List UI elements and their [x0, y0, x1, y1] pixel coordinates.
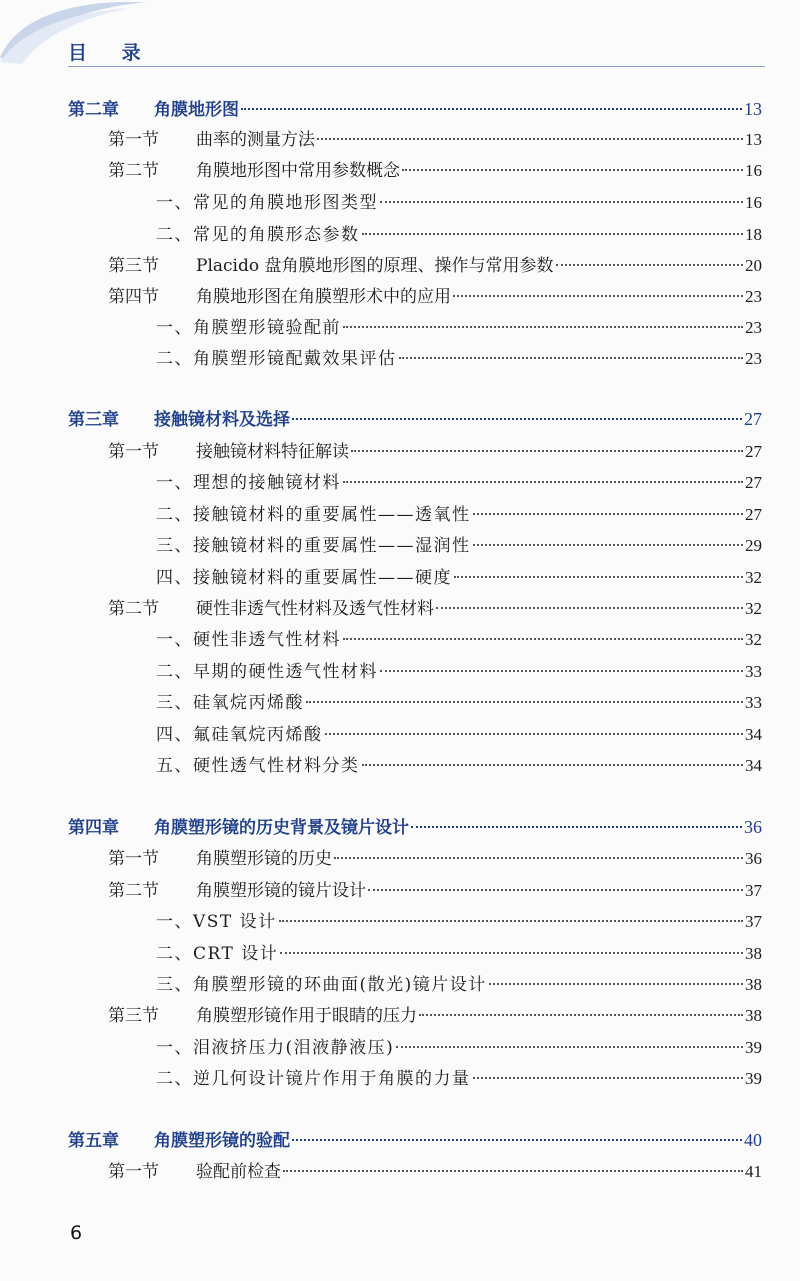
toc-entry-page: 23 — [745, 349, 762, 368]
toc-entry-title: 角膜地形图在角膜塑形术中的应用 — [196, 287, 451, 307]
toc-entry-page: 27 — [745, 505, 762, 524]
toc-entry-page: 13 — [745, 130, 762, 149]
toc-dot-leader — [343, 638, 743, 640]
toc-dot-leader — [343, 481, 743, 483]
toc-entry-page: 39 — [745, 1069, 762, 1088]
toc-entry-title: 角膜塑形镜的镜片设计 — [196, 881, 366, 901]
toc-entry-page: 34 — [745, 756, 762, 775]
toc-entry-title: 五、硬性透气性材料分类 — [156, 756, 360, 776]
toc-entry-title: 二、角膜塑形镜配戴效果评估 — [156, 349, 397, 369]
toc-entry-title: 二、CRT 设计 — [156, 944, 279, 964]
toc-item-row — [68, 468, 762, 496]
toc-entry-number: 第二节 — [108, 161, 159, 181]
toc-entry-number: 第一节 — [108, 442, 159, 462]
toc-section-row — [68, 1157, 762, 1185]
toc-entry-title: 三、硅氧烷丙烯酸 — [156, 693, 304, 713]
toc-dot-leader — [399, 357, 744, 359]
toc-entry-title: 二、逆几何设计镜片作用于角膜的力量 — [156, 1069, 471, 1089]
toc-entry-number: 第二节 — [108, 881, 159, 901]
toc-entry-number: 第五章 — [68, 1131, 119, 1151]
toc-entry-page: 27 — [745, 473, 762, 492]
toc-dot-leader — [436, 607, 743, 609]
toc-dot-leader — [292, 418, 742, 420]
toc-entry-title: 一、VST 设计 — [156, 912, 277, 932]
toc-item-row — [68, 1033, 762, 1061]
toc-entry-page: 39 — [745, 1038, 762, 1057]
toc-entry-page: 18 — [745, 225, 762, 244]
toc-entry-title: Placido 盘角膜地形图的原理、操作与常用参数 — [196, 256, 554, 276]
toc-entry-number: 第二节 — [108, 599, 159, 619]
toc-dot-leader — [473, 513, 744, 515]
toc-dot-leader — [325, 733, 744, 735]
toc-dot-leader — [292, 1139, 742, 1141]
toc-entry-title: 角膜塑形镜的验配 — [154, 1131, 290, 1151]
toc-entry-page: 40 — [744, 1130, 762, 1150]
toc-entry-title: 三、接触镜材料的重要属性——湿润性 — [156, 536, 471, 556]
toc-chapter-row — [68, 405, 762, 433]
toc-entry-page: 38 — [745, 1006, 762, 1025]
toc-section-row — [68, 876, 762, 904]
toc-entry-title: 一、泪液挤压力(泪液静液压) — [156, 1038, 395, 1058]
toc-dot-leader — [279, 920, 743, 922]
toc-entry-page: 37 — [745, 881, 762, 900]
toc-item-row — [68, 970, 762, 998]
toc-item-row — [68, 657, 762, 685]
toc-item-row — [68, 220, 762, 248]
toc-header-title: 目 录 — [68, 42, 155, 64]
toc-item-row — [68, 531, 762, 559]
toc-dot-leader — [317, 138, 743, 140]
toc-dot-leader — [556, 264, 744, 266]
toc-entry-title: 二、常见的角膜形态参数 — [156, 225, 360, 245]
toc-chapter-row — [68, 813, 762, 841]
toc-dot-leader — [362, 764, 744, 766]
toc-dot-leader — [402, 169, 743, 171]
toc-dot-leader — [368, 889, 743, 891]
toc-entry-page: 36 — [744, 817, 762, 837]
toc-dot-leader — [489, 983, 743, 985]
toc-item-row — [68, 344, 762, 372]
toc-section-row — [68, 594, 762, 622]
toc-entry-page: 27 — [745, 442, 762, 461]
toc-dot-leader — [453, 295, 743, 297]
toc-entry-title: 验配前检查 — [196, 1162, 281, 1182]
toc-dot-leader — [396, 1046, 743, 1048]
toc-entry-title: 角膜地形图中常用参数概念 — [196, 161, 400, 181]
toc-entry-title: 曲率的测量方法 — [196, 130, 315, 150]
toc-entry-page: 16 — [745, 193, 762, 212]
toc-entry-page: 33 — [745, 693, 762, 712]
toc-entry-title: 四、氟硅氧烷丙烯酸 — [156, 725, 323, 745]
toc-dot-leader — [351, 450, 743, 452]
toc-entry-number: 第二章 — [68, 100, 119, 120]
toc-entry-title: 三、角膜塑形镜的环曲面(散光)镜片设计 — [156, 975, 487, 995]
toc-entry-page: 27 — [744, 409, 762, 429]
toc-entry-title: 一、角膜塑形镜验配前 — [156, 318, 341, 338]
toc-dot-leader — [454, 576, 743, 578]
toc-entry-title: 一、硬性非透气性材料 — [156, 630, 341, 650]
toc-entry-page: 20 — [745, 256, 762, 275]
toc-dot-leader — [411, 826, 742, 828]
toc-entry-title: 角膜塑形镜的历史 — [196, 849, 332, 869]
toc-entry-title: 角膜地形图 — [154, 100, 239, 120]
toc-entry-page: 37 — [745, 912, 762, 931]
toc-entry-title: 二、接触镜材料的重要属性——透氧性 — [156, 505, 471, 525]
toc-entry-page: 13 — [744, 99, 762, 119]
toc-item-row — [68, 939, 762, 967]
toc-section-row — [68, 251, 762, 279]
toc-dot-leader — [380, 670, 743, 672]
toc-section-row — [68, 125, 762, 153]
toc-entry-title: 硬性非透气性材料及透气性材料 — [196, 599, 434, 619]
toc-dot-leader — [343, 326, 743, 328]
toc-entry-number: 第一节 — [108, 1162, 159, 1182]
toc-entry-number: 第四章 — [68, 818, 119, 838]
toc-dot-leader — [283, 1170, 743, 1172]
toc-item-row — [68, 907, 762, 935]
toc-item-row — [68, 1064, 762, 1092]
toc-entry-page: 32 — [745, 568, 762, 587]
toc-section-row — [68, 437, 762, 465]
toc-entry-page: 23 — [745, 287, 762, 306]
toc-item-row — [68, 188, 762, 216]
toc-dot-leader — [280, 952, 743, 954]
page-number: 6 — [70, 1222, 83, 1244]
toc-entry-number: 第三节 — [108, 256, 159, 276]
toc-dot-leader — [473, 1077, 744, 1079]
toc-dot-leader — [419, 1014, 743, 1016]
toc-entry-page: 38 — [745, 975, 762, 994]
toc-item-row — [68, 688, 762, 716]
toc-entry-page: 33 — [745, 662, 762, 681]
toc-entry-title: 角膜塑形镜作用于眼睛的压力 — [196, 1006, 417, 1026]
toc-entry-page: 36 — [745, 849, 762, 868]
toc-entry-title: 四、接触镜材料的重要属性——硬度 — [156, 568, 452, 588]
toc-dot-leader — [241, 108, 742, 110]
toc-item-row — [68, 720, 762, 748]
toc-item-row — [68, 500, 762, 528]
toc-item-row — [68, 563, 762, 591]
toc-entry-page: 41 — [745, 1162, 762, 1181]
toc-entry-page: 34 — [745, 725, 762, 744]
toc-entry-number: 第三章 — [68, 410, 119, 430]
toc-dot-leader — [362, 233, 744, 235]
toc-entry-page: 23 — [745, 318, 762, 337]
toc-dot-leader — [334, 857, 743, 859]
toc-entry-title: 二、早期的硬性透气性材料 — [156, 662, 378, 682]
toc-item-row — [68, 313, 762, 341]
toc-entry-number: 第一节 — [108, 130, 159, 150]
toc-entry-number: 第一节 — [108, 849, 159, 869]
toc-entry-title: 接触镜材料及选择 — [154, 410, 290, 430]
toc-section-row — [68, 844, 762, 872]
toc-entry-number: 第三节 — [108, 1006, 159, 1026]
toc-item-row — [68, 751, 762, 779]
toc-entry-number: 第四节 — [108, 287, 159, 307]
toc-section-row — [68, 1001, 762, 1029]
toc-section-row — [68, 282, 762, 310]
toc-section-row — [68, 156, 762, 184]
toc-item-row — [68, 625, 762, 653]
toc-entry-page: 32 — [745, 630, 762, 649]
toc-entry-title: 接触镜材料特征解读 — [196, 442, 349, 462]
toc-dot-leader — [306, 701, 743, 703]
toc-dot-leader — [380, 201, 743, 203]
header-divider — [68, 66, 765, 67]
toc-dot-leader — [473, 544, 744, 546]
toc-entry-page: 29 — [745, 536, 762, 555]
toc-entry-page: 16 — [745, 161, 762, 180]
toc-chapter-row — [68, 1126, 762, 1154]
toc-entry-title: 一、常见的角膜地形图类型 — [156, 193, 378, 213]
toc-entry-title: 一、理想的接触镜材料 — [156, 473, 341, 493]
toc-entry-title: 角膜塑形镜的历史背景及镜片设计 — [154, 818, 409, 838]
toc-chapter-row — [68, 95, 762, 123]
toc-entry-page: 32 — [745, 599, 762, 618]
toc-entry-page: 38 — [745, 944, 762, 963]
